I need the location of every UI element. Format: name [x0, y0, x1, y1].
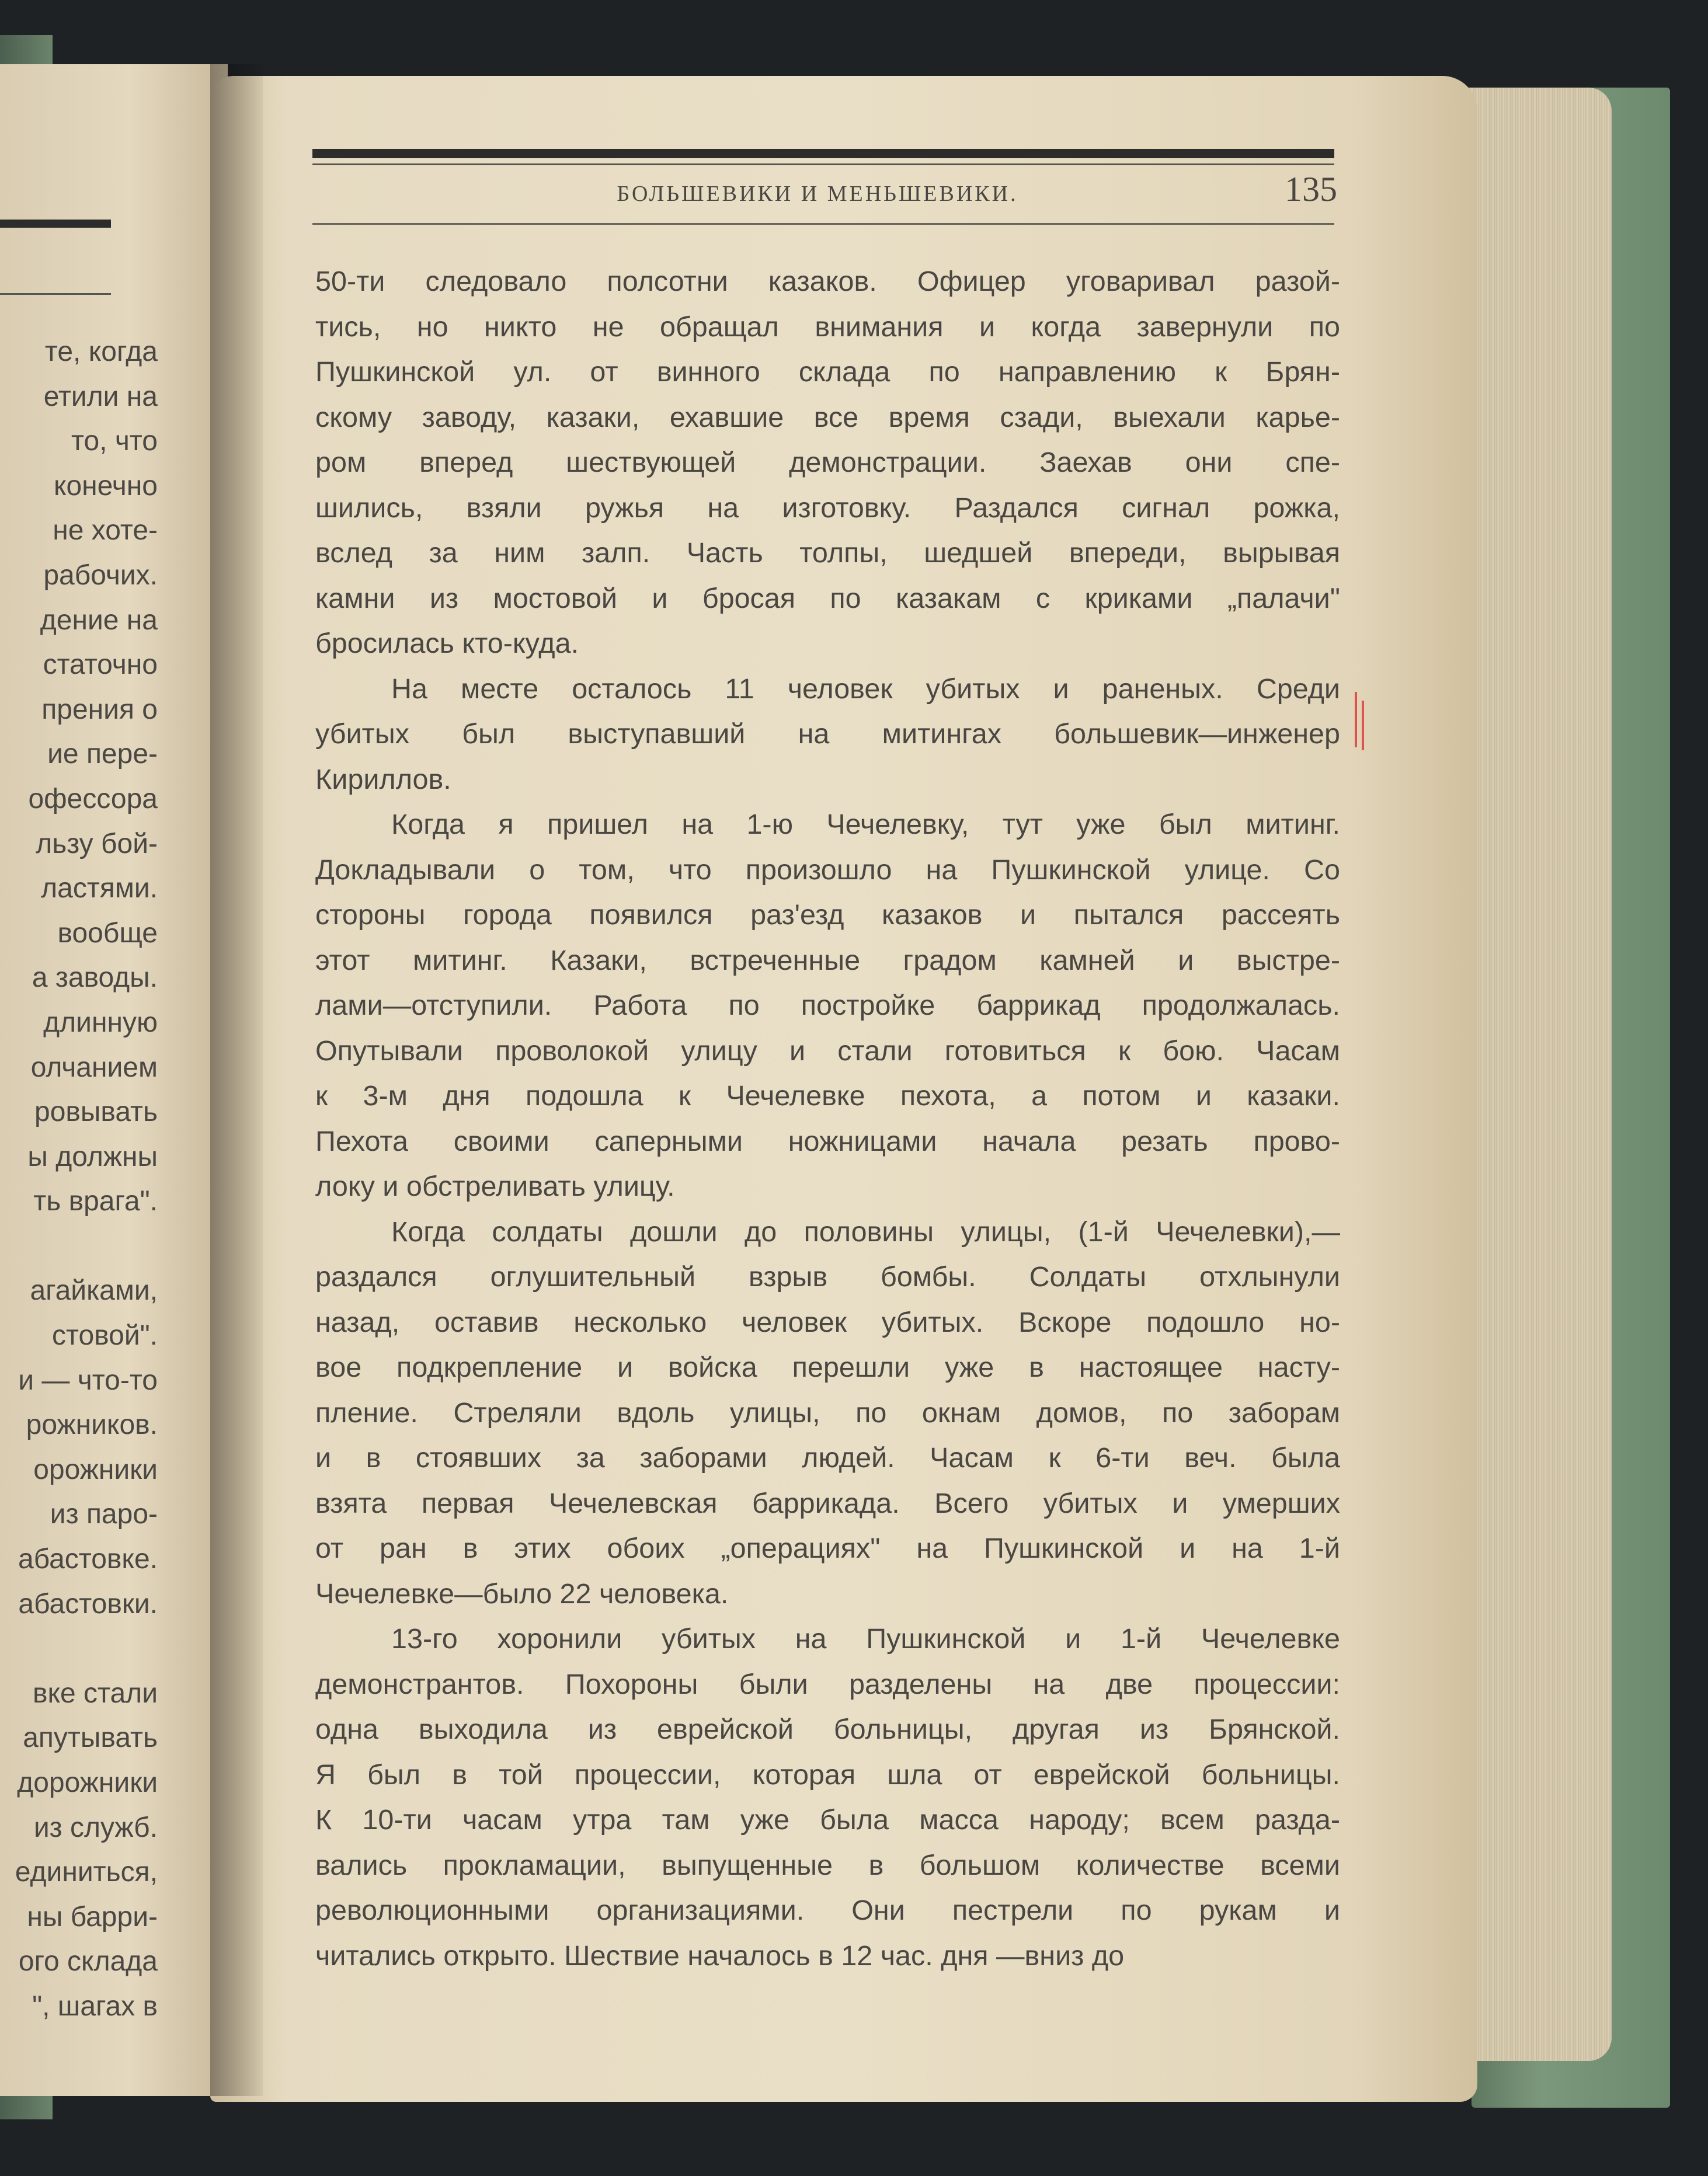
left-text-line: олчанием: [30, 1052, 158, 1083]
text-line: К 10-ти часам утра там уже была масса народу; всем разда-: [315, 1804, 1340, 1836]
left-text-line: апутывать: [23, 1722, 158, 1754]
text-line: Когда я пришел на 1-ю Чечелевку, тут уже был митинг.: [391, 809, 1340, 840]
blank-line: [0, 1627, 158, 1672]
left-text-line: ластями.: [41, 873, 158, 904]
text-line: Докладывали о том, что произошло на Пушкинской улице. Со: [315, 854, 1340, 886]
left-text-line: дение на: [40, 604, 158, 636]
body-text: [315, 259, 1340, 1979]
left-text-line: рабочих.: [43, 559, 158, 591]
margin-mark: [1362, 701, 1364, 750]
text-line: вслед за ним залп. Часть толпы, шедшей впереди, вырывая: [315, 537, 1340, 569]
left-text-line: из паро-: [50, 1499, 158, 1530]
text-line: убитых был выступавший на митингах большевик—инженер: [315, 718, 1340, 750]
text-line: камни из мостовой и бросая по казакам с криками „палачи": [315, 582, 1340, 614]
text-line: скому заводу, казаки, ехавшие все время сзади, выехали карье-: [315, 401, 1340, 433]
text-line: стороны города появился раз'езд казаков и пытался рассеять: [315, 899, 1340, 931]
left-text-line: а заводы.: [32, 962, 158, 994]
page-number: 135: [1285, 170, 1337, 208]
left-text-line: абастовке.: [18, 1544, 158, 1575]
left-text-line: единиться,: [15, 1857, 158, 1888]
left-text-line: вообще: [57, 917, 158, 949]
left-text-line: стовой".: [52, 1320, 158, 1352]
left-header-rule-thin: [0, 293, 111, 295]
left-text-line: етили на: [43, 381, 158, 412]
text-line: раздался оглушительный взрыв бомбы. Солдаты отхлынули: [315, 1261, 1340, 1293]
text-line: назад, оставив несколько человек убитых. Вскоре подошло но-: [315, 1306, 1340, 1338]
text-line: шились, взяли ружья на изготовку. Раздался сигнал рожка,: [315, 492, 1340, 524]
text-line: Я был в той процессии, которая шла от еврейской больницы.: [315, 1759, 1340, 1791]
header-underline: [312, 223, 1334, 225]
left-text-line: ого склада: [18, 1946, 158, 1977]
left-text-line: ть врага".: [33, 1186, 158, 1217]
text-line: вое подкрепление и войска перешли уже в настоящее насту-: [315, 1352, 1340, 1383]
text-line: Пушкинской ул. от винного склада по направлению к Брян-: [315, 356, 1340, 388]
text-line: 13-го хоронили убитых на Пушкинской и 1-й Чечелевке: [391, 1623, 1340, 1655]
left-text-line: из служб.: [33, 1812, 158, 1843]
text-line: от ран в этих обоих „операциях" на Пушкинской и на 1-й: [315, 1533, 1340, 1564]
left-text-line: ровывать: [34, 1096, 158, 1128]
text-line: локу и обстреливать улицу.: [315, 1171, 675, 1202]
text-line: пление. Стреляли вдоль улицы, по окнам домов, по заборам: [315, 1397, 1340, 1429]
text-line: революционными организациями. Они пестрели по рукам и: [315, 1895, 1340, 1926]
left-text-line: прения о: [41, 694, 158, 725]
left-text-line: статочно: [43, 649, 158, 681]
text-line: одна выходила из еврейской больницы, другая из Брянской.: [315, 1714, 1340, 1745]
text-line: взята первая Чечелевская баррикада. Всего убитых и умерших: [315, 1487, 1340, 1519]
header-rule-thin: [312, 163, 1334, 165]
left-text-line: то, что: [71, 426, 158, 457]
text-line: этот митинг. Казаки, встреченные градом камней и выстре-: [315, 944, 1340, 976]
text-line: вались прокламации, выпущенные в большом количестве всеми: [315, 1849, 1340, 1881]
left-text-line: рожников.: [26, 1409, 158, 1441]
text-line: ром вперед шествующей демонстрации. Заехав они спе-: [315, 447, 1340, 478]
left-text-line: дорожники: [17, 1767, 158, 1798]
left-text-line: абастовки.: [18, 1588, 158, 1620]
text-line: лами—отступили. Работа по постройке баррикад продолжалась.: [315, 990, 1340, 1021]
text-line: На месте осталось 11 человек убитых и раненых. Среди: [391, 673, 1340, 705]
left-text-line: те, когда: [44, 336, 158, 367]
left-text-line: конечно: [53, 470, 158, 502]
text-line: демонстрантов. Похороны были разделены на две процессии:: [315, 1668, 1340, 1700]
left-page-text: [0, 330, 158, 2029]
left-text-line: вке стали: [32, 1677, 158, 1709]
text-line: 50-ти следовало полсотни казаков. Офицер уговаривал разой-: [315, 266, 1340, 297]
left-text-line: длинную: [43, 1007, 158, 1038]
text-line: читались открыто. Шествие началось в 12 час. дня —вниз до: [315, 1940, 1125, 1972]
left-page: [0, 64, 228, 2096]
text-line: и в стоявших за заборами людей. Часам к 6-ти веч. была: [315, 1442, 1340, 1474]
running-title: БОЛЬШЕВИКИ И МЕНЬШЕВИКИ.: [617, 182, 1018, 206]
text-line: Пехота своими саперными ножницами начала резать прово-: [315, 1125, 1340, 1157]
left-text-line: не хоте-: [53, 515, 158, 546]
text-line: Когда солдаты дошли до половины улицы, (1-й Чечелевки),—: [391, 1216, 1340, 1248]
text-line: тись, но никто не обращал внимания и когда завернули по: [315, 311, 1340, 343]
left-text-line: офессора: [28, 783, 158, 814]
margin-mark: [1355, 692, 1357, 747]
left-text-line: ие пере-: [47, 739, 158, 770]
left-text-line: ", шагах в: [32, 1990, 158, 2022]
left-text-line: орожники: [33, 1454, 158, 1485]
text-line: к 3-м дня подошла к Чечелевке пехота, а потом и казаки.: [315, 1080, 1340, 1112]
left-header-rule: [0, 220, 111, 228]
text-line: Кириллов.: [315, 763, 451, 795]
text-line: Чечелевке—было 22 человека.: [315, 1578, 729, 1610]
left-text-line: и — что-то: [18, 1364, 158, 1396]
text-line: бросилась кто-куда.: [315, 628, 579, 659]
blank-line: [0, 1224, 158, 1269]
left-text-line: ы должны: [27, 1141, 158, 1172]
left-text-line: ны барри-: [27, 1901, 158, 1933]
left-text-line: льзу бой-: [36, 828, 158, 859]
gutter-shadow: [210, 64, 263, 2096]
header-rule: [312, 149, 1334, 158]
text-line: Опутывали проволокой улицу и стали готовиться к бою. Часам: [315, 1035, 1340, 1067]
left-text-line: агайками,: [30, 1275, 158, 1307]
